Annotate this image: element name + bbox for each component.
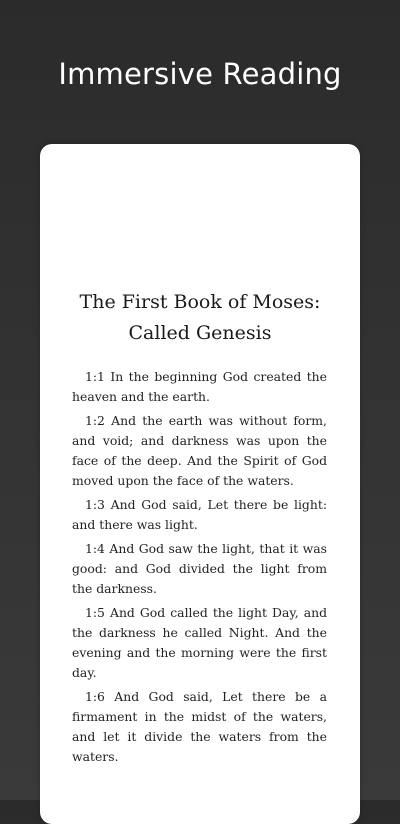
verse-1-3[interactable]: 1:3 And God said, Let there be light: and there was light. (72, 497, 327, 532)
verse-1-6[interactable]: 1:6 And God said, Let there be a firmament in the midst of the waters, and let it divide the waters from the waters. (72, 689, 327, 764)
verse-1-1[interactable]: 1:1 In the beginning God created the heaven and the earth. (72, 369, 327, 404)
book-title-line-1: The First Book of Moses: (79, 291, 321, 313)
verse-list (72, 367, 327, 771)
verse-1-2[interactable]: 1:2 And the earth was without form, and void; and darkness was upon the face of the deep. And the Spirit of God moved upon the face of the waters. (72, 413, 327, 488)
verse-1-5[interactable]: 1:5 And God called the light Day, and the darkness he called Night. And the evening and the morning were the first day. (72, 605, 327, 680)
reader-page-card[interactable] (40, 144, 360, 824)
promo-headline: Immersive Reading (58, 57, 342, 91)
book-title-line-2: Called Genesis (128, 322, 272, 344)
book-title (40, 287, 360, 349)
verse-1-4[interactable]: 1:4 And God saw the light, that it was good: and God divided the light from the darkness. (72, 541, 327, 596)
